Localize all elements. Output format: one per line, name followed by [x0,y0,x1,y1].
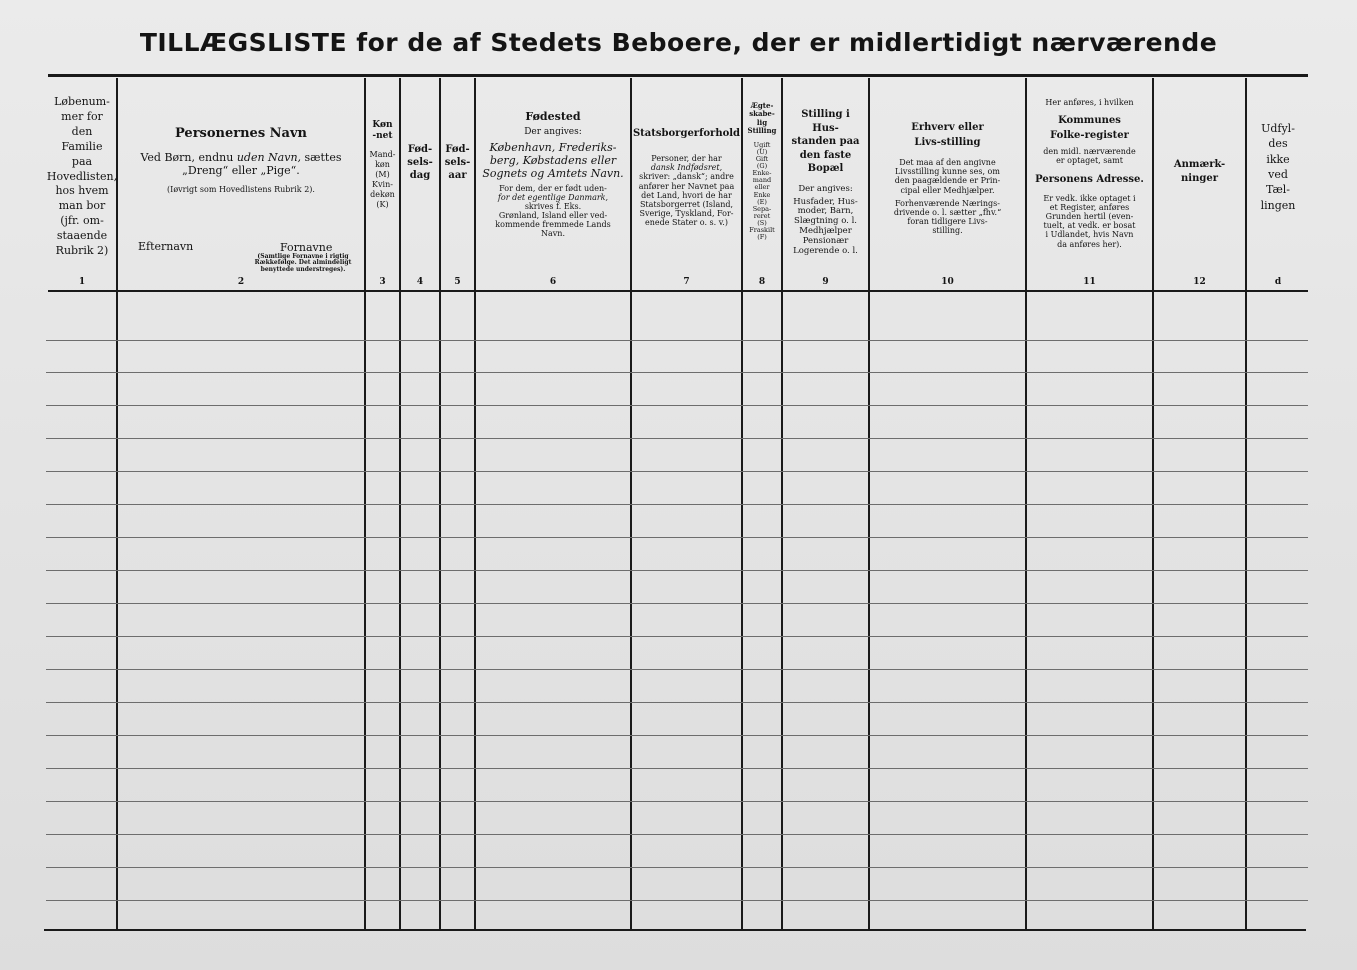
col3-line: Kvin- [372,179,393,189]
col1-line: staaende [56,228,108,242]
column-number: 4 [416,277,424,287]
col4-line: sels- [407,156,433,168]
col6-italic: København, Frederiks- [489,140,617,154]
col8-line: Enke [753,190,771,199]
col10-line: cipal eller Medhjælper. [900,185,995,195]
col5-line: aar [448,169,467,181]
col6-line: Navn. [541,229,565,239]
column-number: 12 [1193,277,1206,287]
col8-line: Sepa- [752,204,772,213]
col2-sub-fornavne-note: (Samtlige Fornavne i rigtig Rækkefølge. Det almindeligt benyttede understreges). [254,253,352,273]
col11-pre: Her anføres, i hvilken [1045,98,1134,107]
cold-line: ikke [1266,152,1290,166]
entry-row-line [46,504,1308,505]
column-number: 3 [379,277,386,287]
col9-line: Pensionær [802,235,849,246]
col1-line: Løbenum- [54,95,110,109]
column-number: 2 [237,277,245,287]
col7-line: Personer, der har [651,154,722,163]
bottom-rule [44,929,1306,931]
column-3-header [366,82,399,272]
col3-line: (K) [376,199,389,209]
cold-line: des [1268,137,1288,151]
col9-sub: Der angives: [798,183,853,194]
entry-row-line [46,471,1308,472]
cold-line: lingen [1260,198,1296,212]
col10-line: foran tidligere Livs- [907,217,988,227]
col7-line: skriver: „dansk“; andre [639,172,734,182]
column-number: d [1274,277,1282,287]
column-11-header [1027,82,1152,272]
column-4-header [401,82,439,272]
col9-line: Logerende o. l. [793,245,858,256]
cold-line: ved [1268,168,1288,181]
col10-line: stilling. [932,226,963,236]
col8-line: mand [752,176,772,185]
col8-line: Ugift [753,140,771,149]
form-title: TILLÆGSLISTE for de af Stedets Beboere, der er midlertidigt nærværende [139,28,1218,57]
col8-line: (U) [756,147,768,156]
column-number: 8 [758,277,766,287]
entry-row-line [46,603,1308,604]
col4-line: Fød- [407,143,433,155]
col9-line: Husfader, Hus- [793,196,858,207]
col11-line: tuelt, at vedk. er bosat [1043,221,1136,231]
col7-heading: Statsborgerforhold [632,128,741,139]
entry-row-line [46,636,1308,637]
entry-row-line [46,834,1308,835]
col7-line: Statsborgerret (Island, [639,199,734,209]
entry-row-line [46,900,1308,901]
col6-line: Grønland, Island eller ved- [498,211,608,221]
entry-row-line [46,669,1308,670]
cold-line: Tæl- [1265,183,1291,197]
col11-line: da anføres her). [1057,239,1122,249]
col3-heading: Køn-net [372,120,393,141]
col8-line: eller [754,183,770,192]
col3-line: dekøn [370,189,395,199]
entry-row-line [46,372,1308,373]
entry-row-line [46,438,1308,439]
col6-line: kommende fremmede Lands [495,220,611,230]
col4-line: dag [409,169,431,181]
column-number: 6 [549,277,557,287]
col6-italic: berg, Købstadens eller [489,154,617,168]
col10-heading: Erhverv eller Livs-stilling [911,122,984,148]
column-12-header [1154,82,1245,272]
col3-line: Mand- [369,149,396,159]
col3-line: køn [375,159,390,169]
col8-line: Enke- [752,169,772,178]
col8-line: (S) [757,219,767,228]
col11-mid: den midl. nærværende er optaget, samt [1043,147,1136,166]
col9-line: Medhjælper [799,225,852,236]
col2-text: Ved Børn, endnu [140,150,234,164]
col2-heading: Personernes Navn [175,126,307,141]
col1-line: mer for den [61,110,103,139]
col7-line: Sverige, Tyskland, For- [639,209,734,219]
entry-row-line [46,340,1308,341]
entry-row-line [46,801,1308,802]
col2-sub-fornavne: Fornavne [280,241,333,254]
entry-row-line [46,867,1308,868]
col2-sub-efternavn: Efternavn [138,240,194,253]
cold-line: Udfyl- [1261,121,1295,135]
entry-row-line [46,405,1308,406]
col6-line: skrives f. Eks. [524,201,582,211]
col8-line: Fraskilt [749,226,775,235]
column-d-header [1247,82,1309,272]
column-5-header [441,82,474,272]
entry-row-line [46,735,1308,736]
col8-line: reret [753,211,771,220]
col10-line: den paagældende er Prin- [894,176,1001,186]
col9-line: Slægtning o. l. [794,216,857,227]
entry-row-line [46,570,1308,571]
col8-line: (G) [756,161,768,170]
col5-line: Fød- [445,143,470,155]
column-number: 9 [822,277,829,287]
col10-line: Det maa af den angivne [899,158,996,167]
col11-heading-2: Personens Adresse. [1035,173,1144,185]
col1-line: Hovedlisten, [46,169,118,183]
col7-line: det Land, hvori de har [641,190,732,200]
col10-line: Livsstilling kunne ses, om [895,167,1000,177]
entry-row-line [46,537,1308,538]
col8-heading: Ægte-skabe-lig Stilling [747,101,777,136]
col1-line: Rubrik 2) [55,243,109,257]
col8-line: Gift [755,154,769,163]
col8-line: (E) [757,197,767,206]
column-number: 10 [941,277,954,287]
col8-line: (F) [757,233,767,242]
col11-line: Er vedk. ikke optaget i [1043,193,1136,203]
col6-sub: Der angives: [524,127,582,138]
top-rule [48,74,1308,77]
col1-line: (jfr. om- [60,214,104,228]
col2-text: sættes [304,150,342,164]
col9-line: moder, Barn, [797,206,854,217]
col1-line: hos hvem [55,184,109,198]
column-6-header [476,82,630,272]
column-number: 5 [454,277,461,287]
col6-heading: Fødested [525,110,581,123]
col6-line: for det egentlige Danmark, [497,192,609,202]
column-9-header [783,82,868,272]
entry-row-line [46,768,1308,769]
col1-line: Familie paa [61,139,103,168]
col9-heading: Stilling i Hus-standen paa den faste Bopæl [791,109,860,174]
column-8-header [743,82,781,272]
col11-line: i Udlandet, hvis Navn [1045,230,1134,240]
col10-line: Forhenværende Nærings- [895,198,1000,208]
col2-text-2: „Dreng“ eller „Pige“. [182,164,300,178]
col12-heading: Anmærk-ninger [1173,159,1226,184]
col10-line: drivende o. l. sætter „fhv.“ [893,207,1002,217]
col3-line: (M) [375,169,390,179]
col11-heading: Kommunes Folke-register [1050,115,1129,142]
column-number: 1 [78,277,86,287]
col7-line: anfører her Navnet paa [638,181,735,191]
col7-line: dansk Indfødsret, [650,163,723,173]
column-number: 11 [1083,277,1096,287]
column-number: 7 [683,277,690,287]
col6-line: For dem, der er født uden- [499,183,607,193]
col2-text-italic: uden Navn, [236,150,302,164]
entry-row-line [46,702,1308,703]
col5-line: sels- [444,156,471,168]
col1-line: man bor [58,199,106,213]
col7-line: enede Stater o. s. v.) [644,218,728,228]
col2-note: (Iøvrigt som Hovedlistens Rubrik 2). [167,185,315,195]
col11-line: Grunden hertil (even- [1045,211,1134,221]
column-1-header [48,82,116,272]
column-7-header [632,82,741,272]
column-10-header [870,82,1025,272]
col11-line: et Register, anføres [1049,202,1130,212]
header-rule [48,290,1308,292]
col6-mixed: Sognets og Amtets Navn. [482,167,624,181]
